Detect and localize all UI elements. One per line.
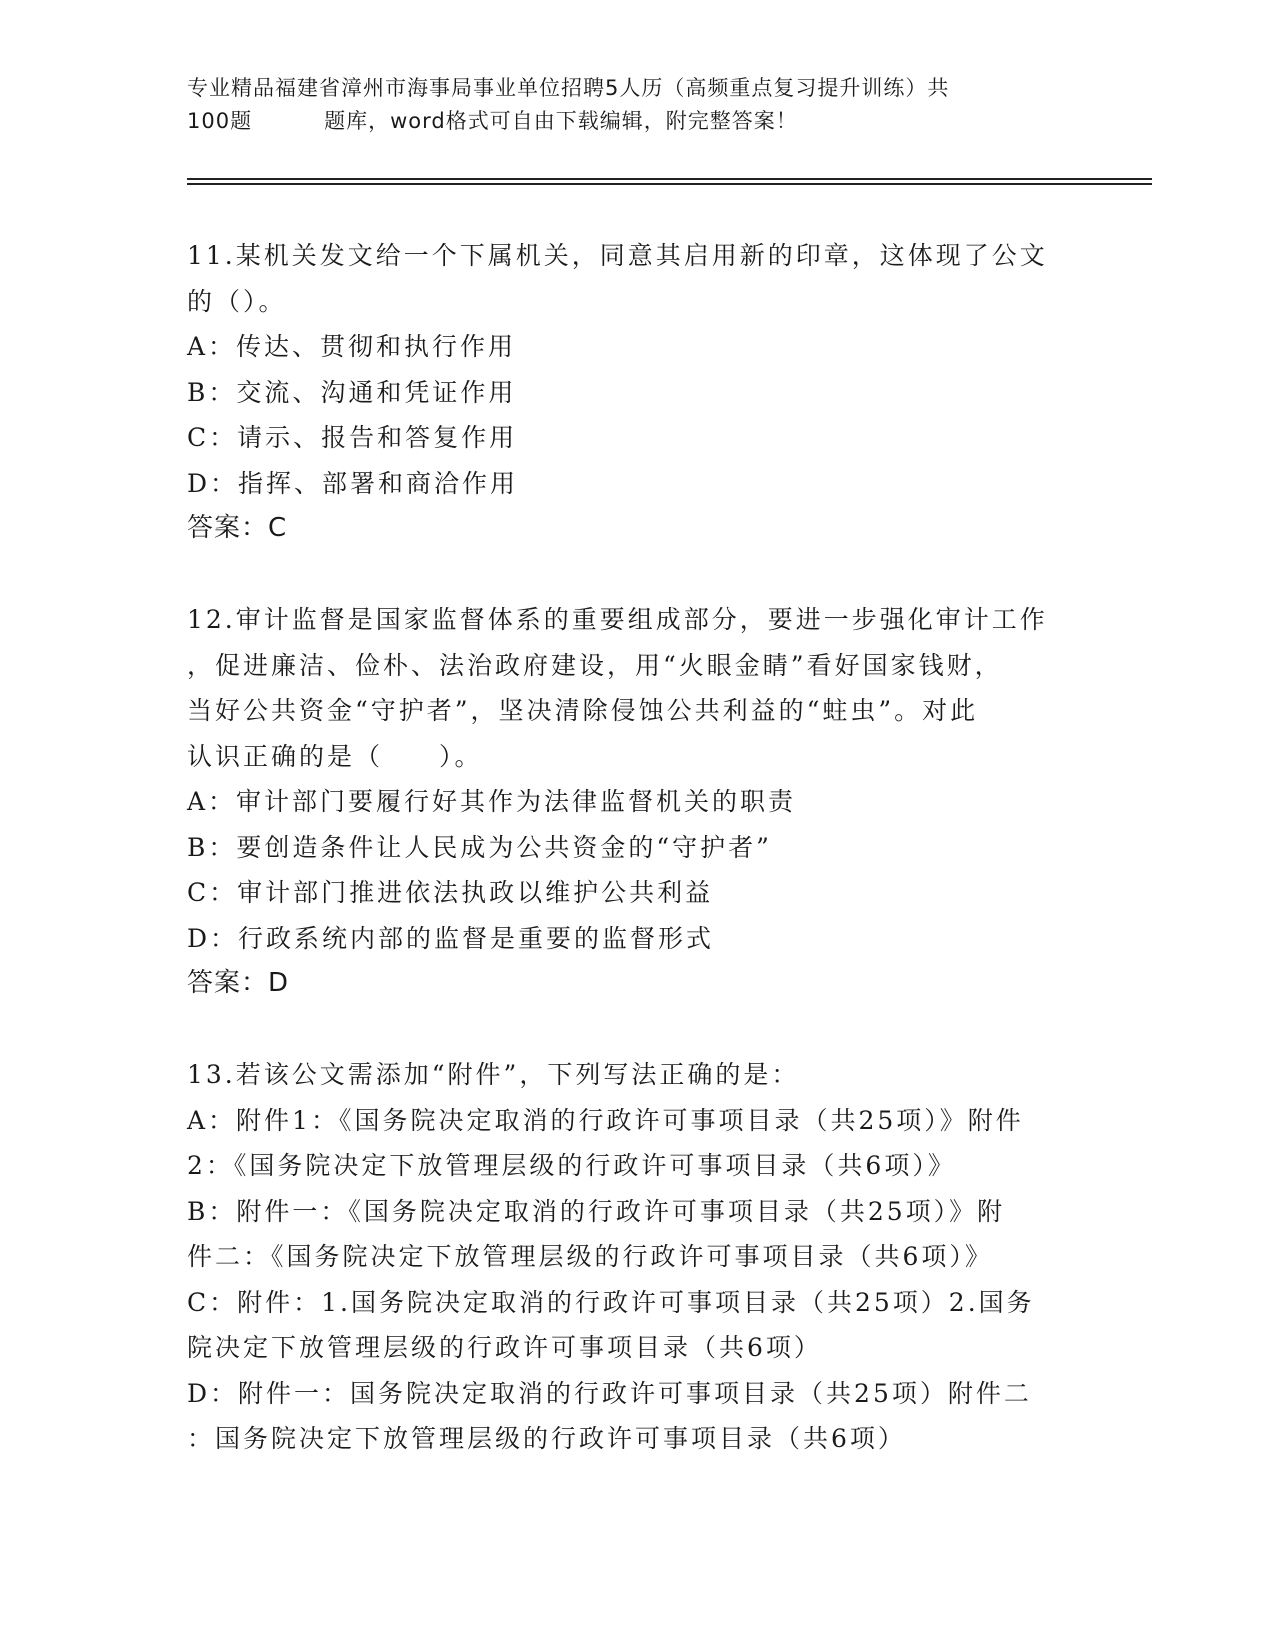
question-spacer bbox=[187, 1007, 1087, 1053]
option-d-continued: ：国务院决定下放管理层级的行政许可事项目录（共6项） bbox=[187, 1424, 906, 1453]
option-d: D：附件一：国务院决定取消的行政许可事项目录（共25项）附件二 bbox=[187, 1378, 1032, 1408]
question-list bbox=[187, 233, 1087, 1462]
question-spacer bbox=[187, 552, 1087, 598]
answer-line: 答案：D bbox=[187, 968, 290, 998]
document-header bbox=[187, 72, 1067, 138]
option-b: B：要创造条件让人民成为公共资金的“守护者” bbox=[187, 832, 772, 862]
question-block bbox=[187, 1052, 1087, 1462]
answer-line: 答案：C bbox=[187, 513, 288, 543]
question-stem-line: 13.若该公文需添加“附件”，下列写法正确的是： bbox=[187, 1060, 800, 1089]
question-stem-line: 12.审计监督是国家监督体系的重要组成部分，要进一步强化审计工作 bbox=[187, 605, 1048, 634]
option-c: C：请示、报告和答复作用 bbox=[187, 423, 518, 452]
question-stem-line: 的（）。 bbox=[187, 286, 287, 316]
option-a: A：附件1：《国务院决定取消的行政许可事项目录（共25项）》附件 bbox=[187, 1105, 1024, 1135]
question-block bbox=[187, 233, 1087, 552]
header-divider-bottom bbox=[187, 183, 1152, 185]
question-stem-line: 认识正确的是（ ）。 bbox=[187, 741, 483, 771]
question-stem-line: 当好公共资金“守护者”，坚决清除侵蚀公共利益的“蛀虫”。对此 bbox=[187, 696, 979, 725]
header-title-line: 专业精品福建省漳州市海事局事业单位招聘5人历（高频重点复习提升训练）共 bbox=[187, 76, 950, 100]
option-b: B：交流、沟通和凭证作用 bbox=[187, 377, 517, 407]
option-a: A：审计部门要履行好其作为法律监督机关的职责 bbox=[187, 787, 797, 816]
option-b-continued: 件二：《国务院决定下放管理层级的行政许可事项目录（共6项）》 bbox=[187, 1242, 993, 1271]
option-a: A：传达、贯彻和执行作用 bbox=[187, 332, 517, 361]
header-divider-top bbox=[187, 178, 1152, 180]
header-subtitle-line bbox=[187, 105, 1067, 138]
option-b: B：附件一：《国务院决定取消的行政许可事项目录（共25项）》附 bbox=[187, 1196, 1006, 1226]
option-c-continued: 院决定下放管理层级的行政许可事项目录（共6项） bbox=[187, 1333, 822, 1362]
question-stem-line: 11.某机关发文给一个下属机关，同意其启用新的印章，这体现了公文 bbox=[187, 241, 1048, 270]
header-description: 题库，word格式可自由下载编辑，附完整答案！ bbox=[324, 109, 798, 133]
header-question-count: 100题 bbox=[187, 109, 253, 133]
option-d: D：指挥、部署和商洽作用 bbox=[187, 468, 519, 498]
option-c: C：审计部门推进依法执政以维护公共利益 bbox=[187, 878, 714, 907]
option-c: C：附件：1.国务院决定取消的行政许可事项目录（共25项）2.国务 bbox=[187, 1287, 1035, 1317]
option-d: D：行政系统内部的监督是重要的监督形式 bbox=[187, 923, 715, 953]
option-a-continued: 2：《国务院决定下放管理层级的行政许可事项目录（共6项）》 bbox=[187, 1151, 956, 1180]
question-block bbox=[187, 597, 1087, 1007]
question-stem-line: ，促进廉洁、俭朴、法治政府建设，用“火眼金睛”看好国家钱财， bbox=[187, 650, 1003, 680]
